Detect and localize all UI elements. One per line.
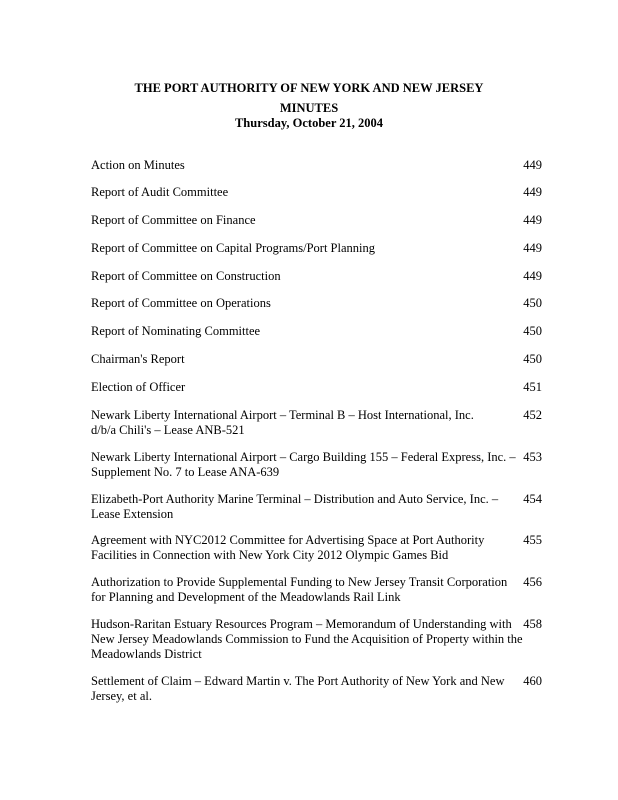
toc-entry-line: Election of Officer xyxy=(91,380,186,394)
toc-page-number: 449 xyxy=(523,241,542,255)
toc-entry-title xyxy=(91,380,511,395)
toc-entry-title xyxy=(91,185,511,200)
toc-entry-title xyxy=(91,269,511,284)
toc-entry-title xyxy=(91,352,511,367)
toc-entry-line: Report of Audit Committee xyxy=(91,185,229,199)
toc-entry-title xyxy=(91,674,511,704)
toc-page-number: 450 xyxy=(523,352,542,366)
toc-page-number: 449 xyxy=(523,185,542,199)
toc-page-number: 454 xyxy=(523,492,542,506)
toc-entry-line: Jersey, et al. xyxy=(91,689,152,703)
toc-entry-line: d/b/a Chili's – Lease ANB-521 xyxy=(91,423,245,437)
toc-entry-title xyxy=(91,213,511,228)
toc-entry-line: for Planning and Development of the Meadowlands Rail Link xyxy=(91,590,401,604)
toc-entry-line: Report of Committee on Operations xyxy=(91,296,271,310)
toc-entry-title xyxy=(91,408,511,438)
toc-entry-line: Authorization to Provide Supplemental Funding to New Jersey Transit Corporation xyxy=(91,575,508,589)
toc-entry-line: Newark Liberty International Airport – Terminal B – Host International, Inc. xyxy=(91,408,474,422)
toc-entry-title xyxy=(91,296,511,311)
toc-entry-line: New Jersey Meadowlands Commission to Fund the Acquisition of Property within the xyxy=(91,632,523,646)
toc-page-number: 453 xyxy=(523,450,542,464)
toc-entry-title xyxy=(91,324,511,339)
toc-page-number: 455 xyxy=(523,533,542,547)
toc-entry-line: Report of Committee on Finance xyxy=(91,213,256,227)
toc-entry-line: Lease Extension xyxy=(91,507,174,521)
toc-page-number: 451 xyxy=(523,380,542,394)
toc-entry-line: Meadowlands District xyxy=(91,647,202,661)
toc-entry-line: Agreement with NYC2012 Committee for Advertising Space at Port Authority xyxy=(91,533,485,547)
organization-title: THE PORT AUTHORITY OF NEW YORK AND NEW JERSEY xyxy=(134,81,484,95)
toc-entry-line: Settlement of Claim – Edward Martin v. The Port Authority of New York and New xyxy=(91,674,505,688)
toc-entry-line: Supplement No. 7 to Lease ANA-639 xyxy=(91,465,280,479)
toc-page-number: 458 xyxy=(523,617,542,631)
toc-entry-title xyxy=(91,575,511,605)
toc-entry-line: Hudson-Raritan Estuary Resources Program – Memorandum of Understanding with xyxy=(91,617,512,631)
toc-entry-line: Facilities in Connection with New York City 2012 Olympic Games Bid xyxy=(91,548,449,562)
document-type: MINUTES xyxy=(279,101,339,115)
toc-page-number: 456 xyxy=(523,575,542,589)
toc-page-number: 452 xyxy=(523,408,542,422)
toc-entry-title xyxy=(91,492,511,522)
toc-entry-line: Newark Liberty International Airport – Cargo Building 155 – Federal Express, Inc. – xyxy=(91,450,516,464)
toc-entry-line: Elizabeth-Port Authority Marine Terminal – Distribution and Auto Service, Inc. – xyxy=(91,492,499,506)
toc-entry-line: Report of Nominating Committee xyxy=(91,324,261,338)
toc-entry-title xyxy=(91,533,511,563)
toc-entry-title xyxy=(91,617,523,662)
toc-entry-title xyxy=(91,158,511,173)
toc-entry-title xyxy=(91,241,511,256)
toc-page-number: 449 xyxy=(523,269,542,283)
toc-entry-line: Report of Committee on Capital Programs/Port Planning xyxy=(91,241,376,255)
toc-page-number: 460 xyxy=(523,674,542,688)
toc-entry-line: Chairman's Report xyxy=(91,352,185,366)
toc-entry-line: Report of Committee on Construction xyxy=(91,269,281,283)
toc-page-number: 450 xyxy=(523,324,542,338)
toc-page-number: 449 xyxy=(523,213,542,227)
toc-entry-line: Action on Minutes xyxy=(91,158,185,172)
toc-page-number: 450 xyxy=(523,296,542,310)
toc-entry-title xyxy=(91,450,516,480)
toc-page-number: 449 xyxy=(523,158,542,172)
meeting-date: Thursday, October 21, 2004 xyxy=(234,116,384,130)
